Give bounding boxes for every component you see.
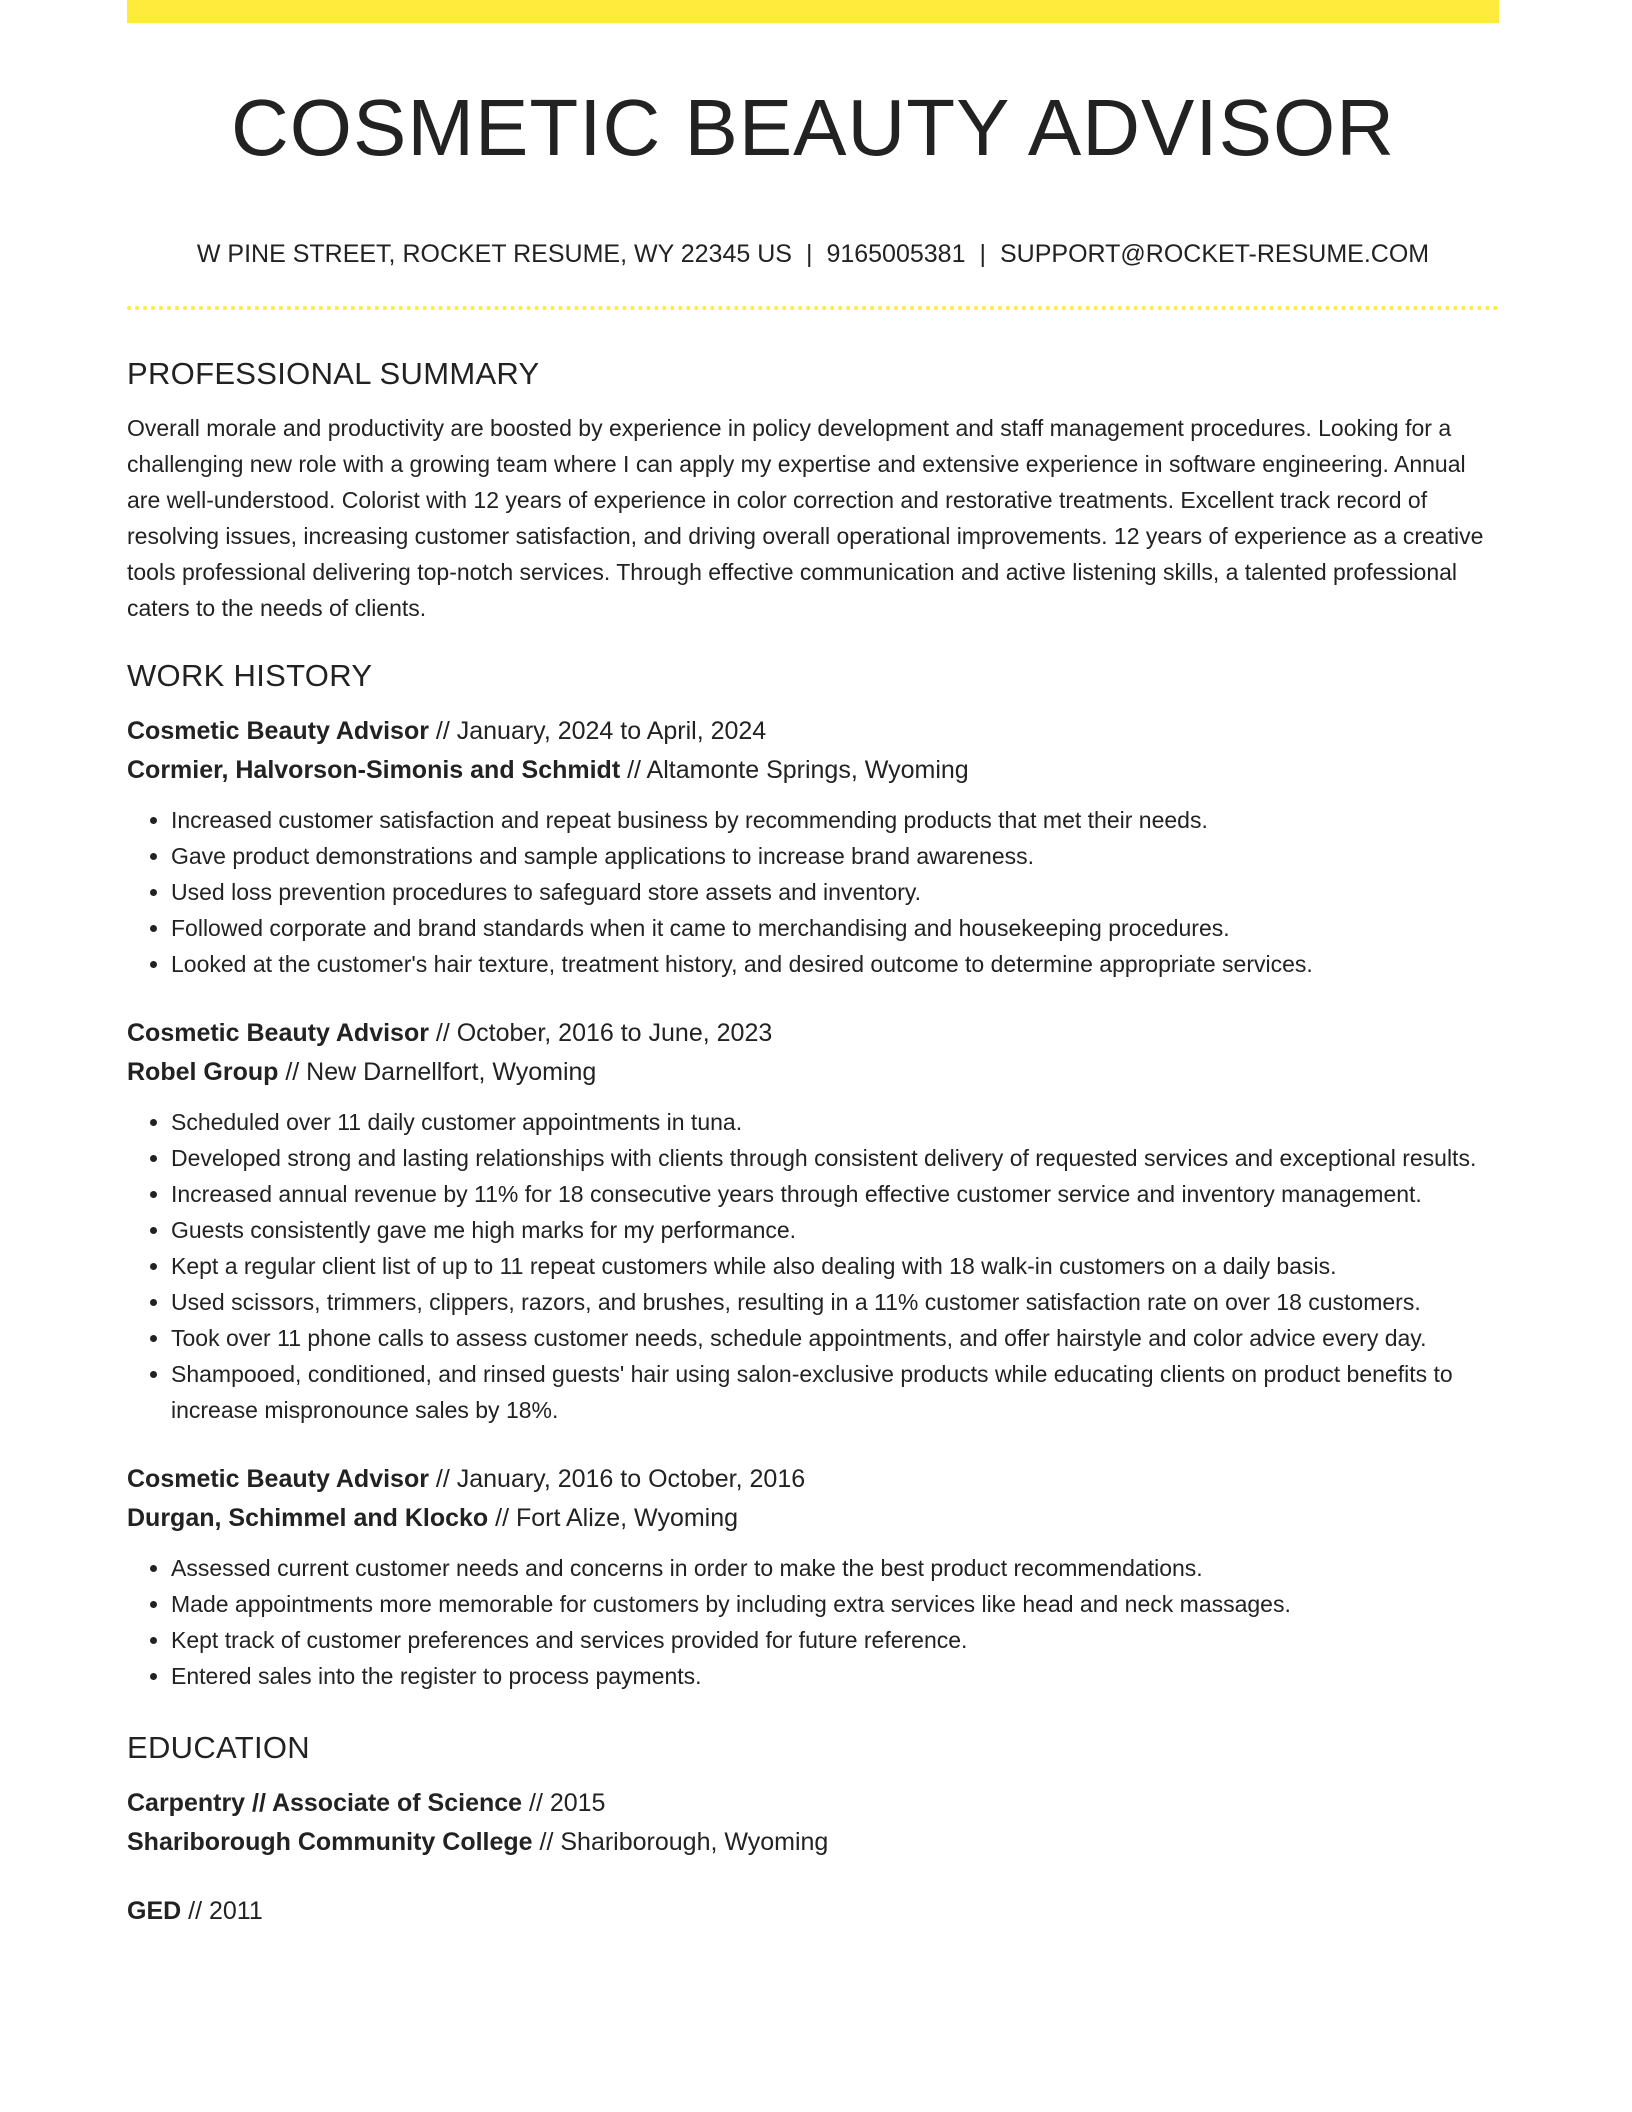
job-role-line: [127, 1460, 1499, 1499]
contact-phone: 9165005381: [826, 240, 966, 268]
job-bullet: • Looked at the customer's hair texture, treatment history, and desired outcome to determine appropriate services.: [171, 946, 1499, 982]
work-history-section: [127, 654, 1499, 1694]
job-bullet: • Gave product demonstrations and sample applications to increase brand awareness.: [171, 838, 1499, 874]
job-entry: [127, 1460, 1499, 1694]
job-bullet: • Shampooed, conditioned, and rinsed guests' hair using salon-exclusive products while educating clients on product benefits to increase mispronounce sales by 18%.: [171, 1356, 1499, 1428]
education-school: Shariborough Community College: [127, 1828, 533, 1856]
education-degree: Carpentry // Associate of Science: [127, 1789, 523, 1817]
job-role: Cosmetic Beauty Advisor: [127, 1019, 429, 1047]
education-location: // Shariborough, Wyoming: [532, 1828, 829, 1856]
job-entry: [127, 712, 1499, 982]
job-bullets: [127, 802, 1499, 982]
job-company: Robel Group: [127, 1058, 279, 1086]
contact-separator: |: [805, 240, 813, 268]
contact-separator: |: [979, 240, 986, 268]
job-company: Durgan, Schimmel and Klocko: [127, 1504, 489, 1532]
job-bullet: • Increased customer satisfaction and repeat business by recommending products that met their needs.: [171, 802, 1499, 838]
job-bullet: • Used scissors, trimmers, clippers, razors, and brushes, resulting in a 11% customer satisfaction rate on over 18 customers.: [171, 1284, 1499, 1320]
job-bullets: [127, 1550, 1499, 1694]
job-bullet: • Scheduled over 11 daily customer appointments in tuna.: [171, 1104, 1499, 1140]
education-degree-line: [127, 1784, 1499, 1823]
job-bullet: • Guests consistently gave me high marks for my performance.: [171, 1212, 1499, 1248]
job-bullet: • Used loss prevention procedures to safeguard store assets and inventory.: [171, 874, 1499, 910]
summary-text: Overall morale and productivity are boosted by experience in policy development and staff management procedures. Looking for a challenging new role with a growing team where I can apply my expertise and extensive experience in software engineering. Annual are well-understood. Colorist with 12 years of experience in color correction and restorative treatments. Excellent track record of resolving issues, increasing customer satisfaction, and driving overall operational improvements. 12 years of experience as a creative tools professional delivering top-notch services. Through effective communication and active listening skills, a talented professional caters to the needs of clients.: [127, 415, 1484, 621]
contact-email: SUPPORT@ROCKET-RESUME.COM: [999, 240, 1430, 268]
job-bullet: • Kept track of customer preferences and services provided for future reference.: [171, 1622, 1499, 1658]
job-role-line: [127, 712, 1499, 751]
top-accent-bar: [127, 0, 1499, 23]
job-company-line: [127, 1053, 1499, 1092]
resume-content: [127, 352, 1499, 1961]
job-company: Cormier, Halvorson-Simonis and Schmidt: [127, 756, 621, 784]
education-degree-line: [127, 1892, 1499, 1931]
job-bullet: • Assessed current customer needs and concerns in order to make the best product recommendations.: [171, 1550, 1499, 1586]
job-bullet: • Increased annual revenue by 11% for 18 consecutive years through effective customer service and inventory management.: [171, 1176, 1499, 1212]
candidate-name: COSMETIC BEAUTY ADVISOR: [231, 83, 1395, 172]
education-entry: [127, 1892, 1499, 1931]
job-role: Cosmetic Beauty Advisor: [127, 717, 429, 745]
job-role-line: [127, 1014, 1499, 1053]
job-company-line: [127, 751, 1499, 790]
contact-address: W PINE STREET, ROCKET RESUME, WY 22345 US: [196, 240, 792, 268]
job-company-line: [127, 1499, 1499, 1538]
section-title-summary: PROFESSIONAL SUMMARY: [127, 356, 540, 391]
job-dates: // January, 2016 to October, 2016: [428, 1465, 806, 1493]
dotted-divider: [127, 306, 1499, 310]
job-bullet: • Made appointments more memorable for customers by including extra services like head and neck massages.: [171, 1586, 1499, 1622]
job-role: Cosmetic Beauty Advisor: [127, 1465, 429, 1493]
section-title-work-history: WORK HISTORY: [127, 658, 373, 693]
summary-section: [127, 352, 1499, 626]
education-degree: GED: [127, 1897, 182, 1925]
job-bullet: • Entered sales into the register to process payments.: [171, 1658, 1499, 1694]
contact-line: [127, 236, 1499, 272]
education-year: // 2011: [181, 1897, 263, 1925]
job-location: // Fort Alize, Wyoming: [488, 1504, 739, 1532]
job-bullets: [127, 1104, 1499, 1428]
job-location: // Altamonte Springs, Wyoming: [620, 756, 969, 784]
job-bullet: • Developed strong and lasting relationships with clients through consistent delivery of requested services and exceptional results.: [171, 1140, 1499, 1176]
job-entry: [127, 1014, 1499, 1428]
job-bullet: • Took over 11 phone calls to assess customer needs, schedule appointments, and offer hairstyle and color advice every day.: [171, 1320, 1499, 1356]
education-entry: [127, 1784, 1499, 1862]
education-year: // 2015: [522, 1789, 606, 1817]
education-section: [127, 1726, 1499, 1931]
job-bullet: • Followed corporate and brand standards when it came to merchandising and housekeeping procedures.: [171, 910, 1499, 946]
job-bullet: • Kept a regular client list of up to 11 repeat customers while also dealing with 18 walk-in customers on a daily basis.: [171, 1248, 1499, 1284]
job-dates: // January, 2024 to April, 2024: [428, 717, 767, 745]
section-title-education: EDUCATION: [127, 1730, 310, 1765]
job-location: // New Darnellfort, Wyoming: [278, 1058, 597, 1086]
job-dates: // October, 2016 to June, 2023: [428, 1019, 773, 1047]
education-school-line: [127, 1823, 1499, 1862]
